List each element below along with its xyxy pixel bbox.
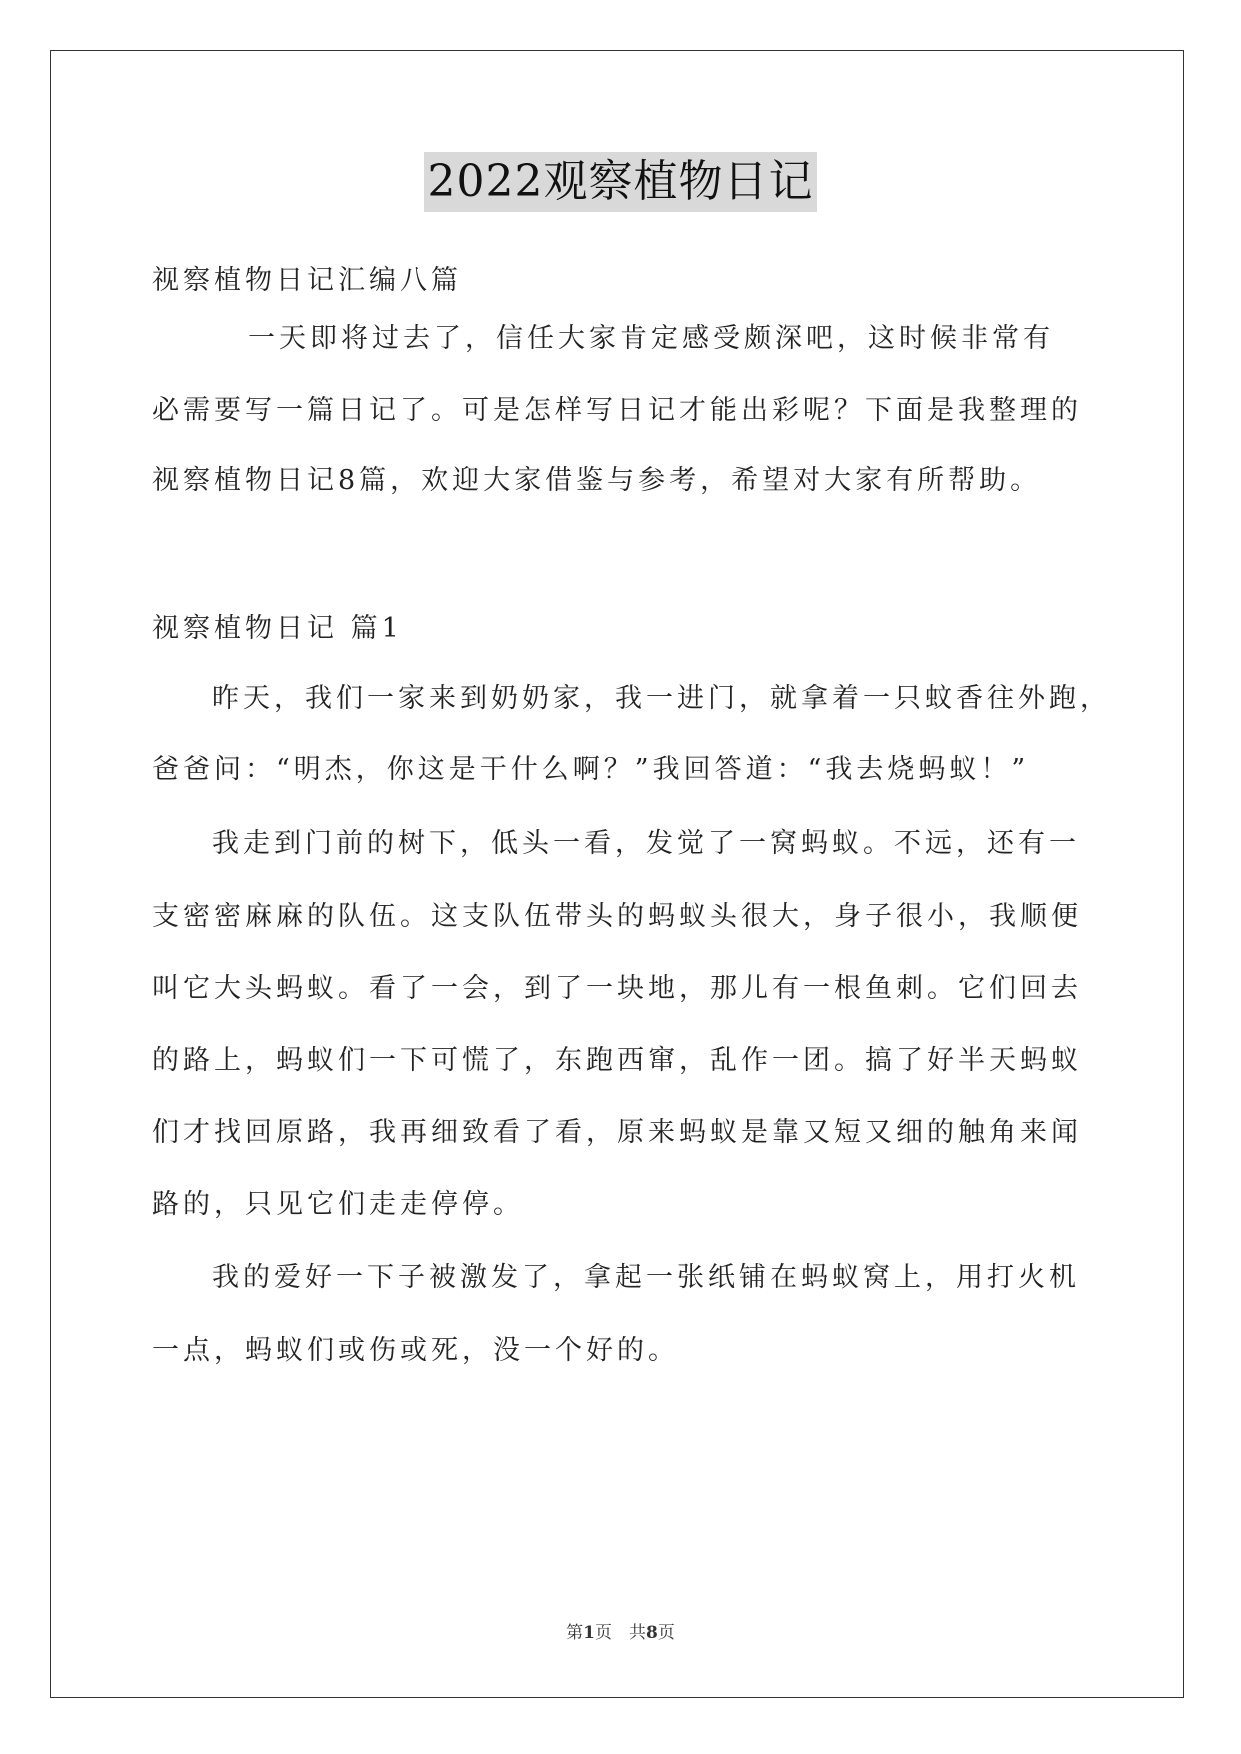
footer-page-current: 1 xyxy=(583,1623,595,1643)
body-line: 叫它大头蚂蚁。看了一会，到了一块地，那儿有一根鱼刺。它们回去 xyxy=(152,973,1082,1004)
title-container xyxy=(0,152,1241,212)
footer-mid: 页 共 xyxy=(595,1623,646,1643)
body-line: 我走到门前的树下，低头一看，发觉了一窝蚂蚁。不远，还有一 xyxy=(212,828,1080,859)
body-line: 支密密麻麻的队伍。这支队伍带头的蚂蚁头很大，身子很小，我顺便 xyxy=(152,901,1082,932)
page-border xyxy=(50,50,1184,1698)
body-line: 们才找回原路，我再细致看了看，原来蚂蚁是靠又短又细的触角来闻 xyxy=(152,1117,1082,1148)
body-line: 路的，只见它们走走停停。 xyxy=(152,1189,524,1220)
subtitle: 视察植物日记汇编八篇 xyxy=(152,265,462,296)
intro-line: 视察植物日记8篇，欢迎大家借鉴与参考，希望对大家有所帮助。 xyxy=(152,465,1042,496)
footer-prefix: 第 xyxy=(566,1623,584,1643)
body-line: 爸爸问：“明杰，你这是干什么啊？”我回答道：“我去烧蚂蚁！” xyxy=(152,754,1030,785)
body-line: 我的爱好一下子被激发了，拿起一张纸铺在蚂蚁窝上，用打火机 xyxy=(212,1262,1080,1293)
section-heading: 视察植物日记 篇1 xyxy=(152,613,403,644)
body-line: 昨天，我们一家来到奶奶家，我一进门，就拿着一只蚊香往外跑， xyxy=(212,683,1111,714)
document-title: 2022观察植物日记 xyxy=(424,152,818,212)
footer-page-total: 8 xyxy=(646,1623,658,1643)
footer-suffix: 页 xyxy=(657,1623,675,1643)
body-line: 的路上，蚂蚁们一下可慌了，东跑西窜，乱作一团。搞了好半天蚂蚁 xyxy=(152,1045,1082,1076)
intro-line: 必需要写一篇日记了。可是怎样写日记才能出彩呢？下面是我整理的 xyxy=(152,395,1082,426)
page-footer xyxy=(0,1618,1241,1643)
body-line: 一点，蚂蚁们或伤或死，没一个好的。 xyxy=(152,1335,679,1366)
intro-line: 一天即将过去了，信任大家肯定感受颇深吧，这时候非常有 xyxy=(248,323,1054,354)
